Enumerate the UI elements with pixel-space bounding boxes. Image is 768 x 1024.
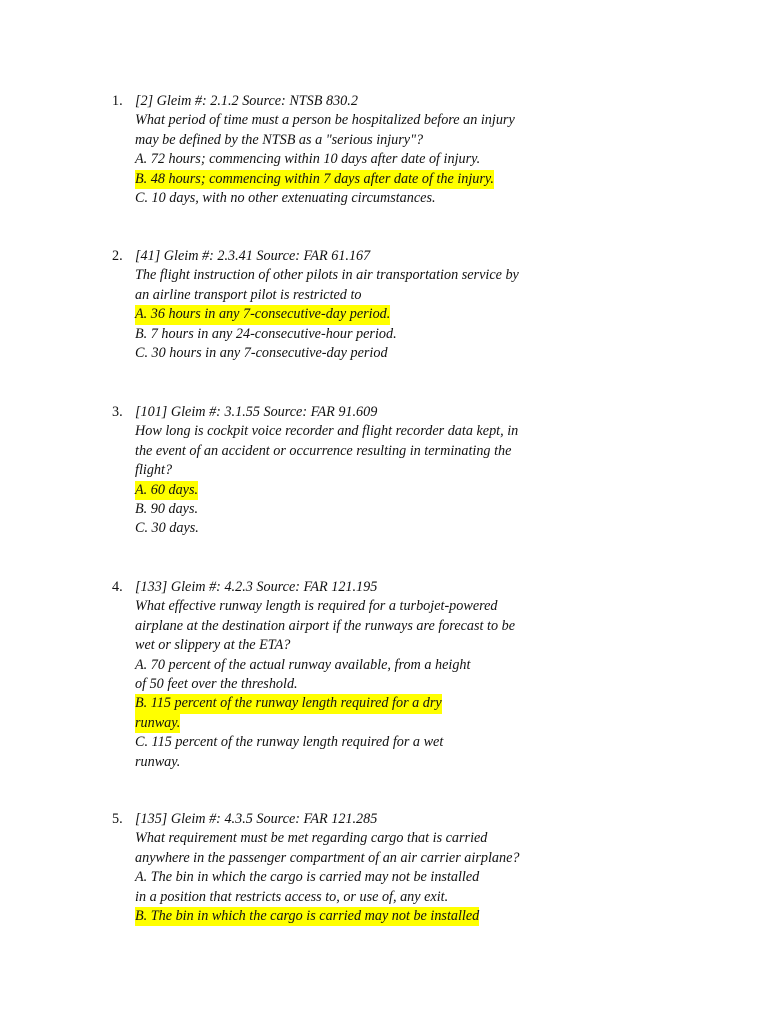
question-header: [2] Gleim #: 2.1.2 Source: NTSB 830.2 (135, 93, 358, 109)
correct-answer-highlight (135, 714, 555, 733)
answer-option-b-correct: B. The bin in which the cargo is carried may not be installed (135, 907, 479, 926)
question-header: [135] Gleim #: 4.3.5 Source: FAR 121.285 (135, 811, 378, 827)
answer-option-b: B. 7 hours in any 24-consecutive-hour period. (135, 325, 397, 342)
question-text-line: What effective runway length is required for a turbojet-powered (135, 598, 498, 615)
question-body (135, 578, 555, 772)
answer-option-a: A. 70 percent of the actual runway available, from a height (135, 656, 471, 673)
answer-option-a-continued: in a position that restricts access to, or use of, any exit. (135, 888, 449, 905)
question-number: 1. (112, 93, 123, 109)
question-header: [101] Gleim #: 3.1.55 Source: FAR 91.609 (135, 404, 378, 420)
question-text-line: may be defined by the NTSB as a "serious injury"? (135, 131, 424, 148)
answer-option-b-correct: B. 48 hours; commencing within 7 days after date of the injury. (135, 170, 494, 189)
answer-option-a-correct: A. 60 days. (135, 481, 198, 500)
question-text-line: What requirement must be met regarding cargo that is carried (135, 830, 488, 847)
question-number: 4. (112, 579, 123, 595)
question-text-line: the event of an accident or occurrence resulting in terminating the (135, 442, 512, 459)
question-header: [41] Gleim #: 2.3.41 Source: FAR 61.167 (135, 248, 371, 264)
question-text-line: wet or slippery at the ETA? (135, 637, 291, 654)
correct-answer-highlight (135, 305, 555, 324)
question-number: 3. (112, 404, 123, 420)
answer-option-a-continued: of 50 feet over the threshold. (135, 675, 298, 692)
question-number: 2. (112, 248, 123, 264)
question-text-line: The flight instruction of other pilots in air transportation service by (135, 267, 519, 284)
question-text-line: airplane at the destination airport if the runways are forecast to be (135, 617, 516, 634)
question-body (135, 403, 555, 539)
question-body (135, 92, 555, 208)
answer-option-c: C. 30 hours in any 7-consecutive-day period (135, 344, 388, 361)
answer-option-c: C. 30 days. (135, 520, 199, 537)
correct-answer-highlight (135, 170, 555, 189)
correct-answer-highlight (135, 481, 555, 500)
question-body (135, 247, 555, 363)
answer-option-b-correct: B. 115 percent of the runway length required for a dry (135, 694, 442, 713)
answer-option-b: B. 90 days. (135, 500, 199, 517)
answer-option-c: C. 10 days, with no other extenuating circumstances. (135, 189, 436, 206)
answer-option-b-correct-continued: runway. (135, 714, 180, 733)
correct-answer-highlight (135, 694, 555, 713)
answer-option-c: C. 115 percent of the runway length required for a wet (135, 734, 444, 751)
question-text-line: anywhere in the passenger compartment of an air carrier airplane? (135, 849, 520, 866)
answer-option-a-correct: A. 36 hours in any 7-consecutive-day period. (135, 305, 390, 324)
answer-option-c-continued: runway. (135, 753, 181, 770)
question-text-line: How long is cockpit voice recorder and flight recorder data kept, in (135, 423, 519, 440)
correct-answer-highlight (135, 907, 555, 926)
question-text-line: What period of time must a person be hospitalized before an injury (135, 112, 515, 129)
answer-option-a: A. The bin in which the cargo is carried may not be installed (135, 869, 480, 886)
answer-option-a: A. 72 hours; commencing within 10 days after date of injury. (135, 151, 481, 168)
question-body (135, 810, 555, 926)
question-number: 5. (112, 811, 123, 827)
question-header: [133] Gleim #: 4.2.3 Source: FAR 121.195 (135, 579, 378, 595)
question-text-line: flight? (135, 462, 173, 479)
question-text-line: an airline transport pilot is restricted to (135, 286, 362, 303)
